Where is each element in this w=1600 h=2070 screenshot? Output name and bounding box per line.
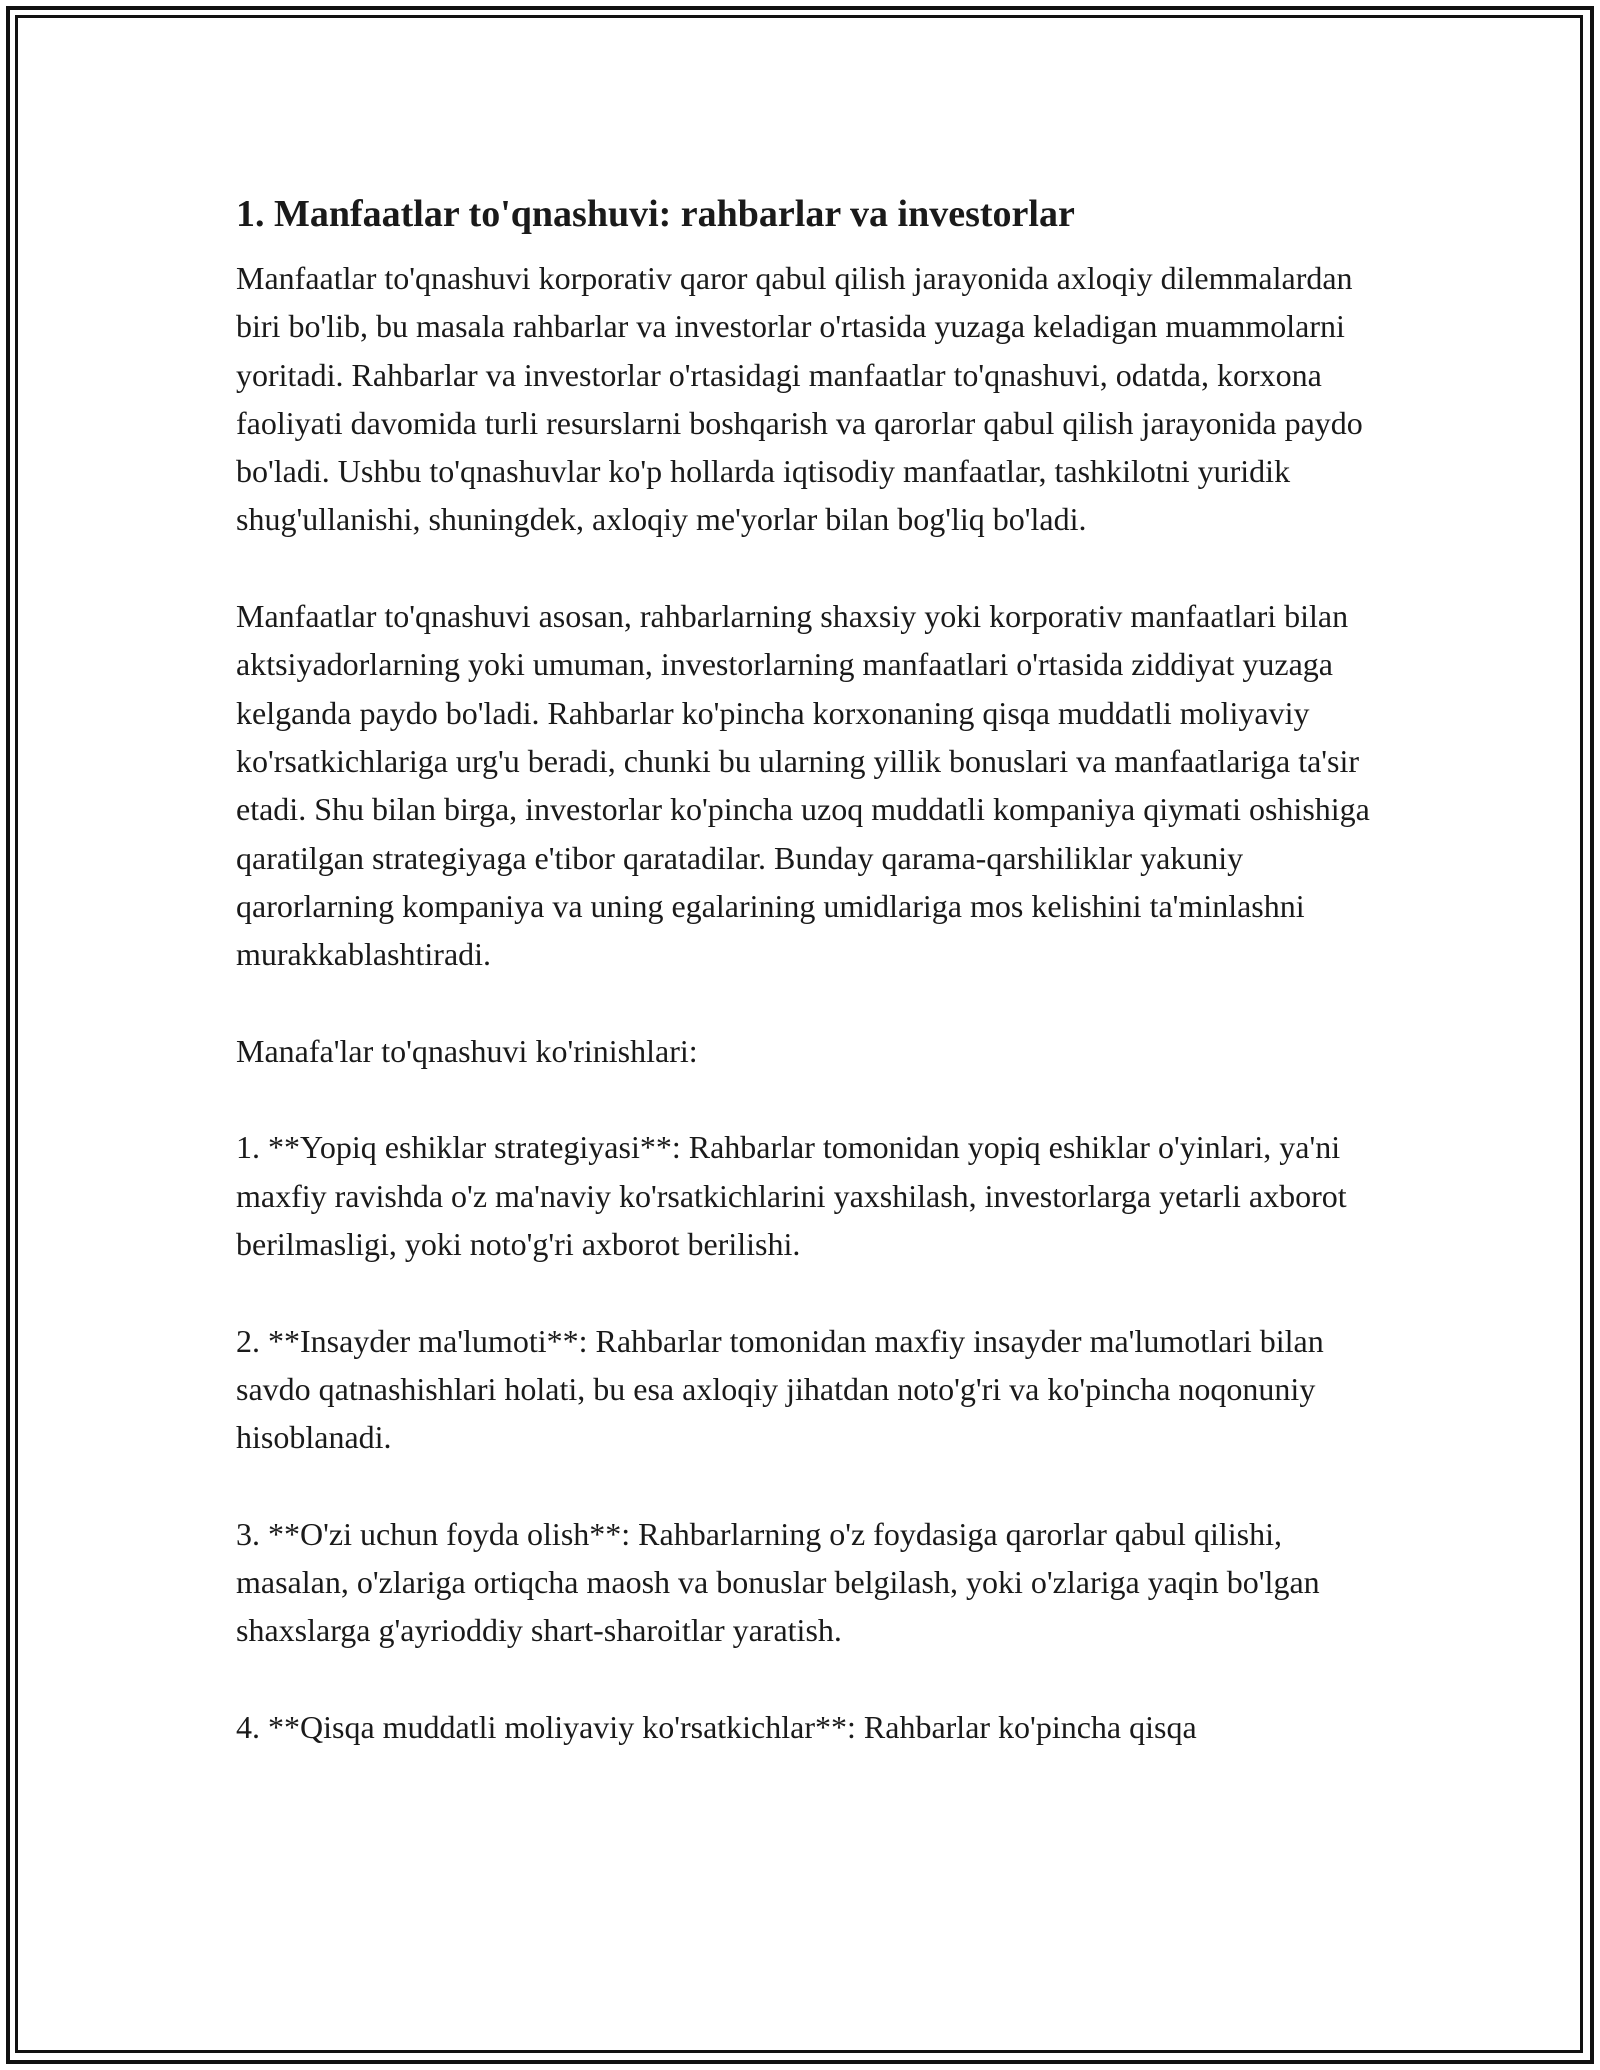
section-heading: 1. Manfaatlar to'qnashuvi: rahbarlar va investorlar — [236, 193, 1075, 235]
list-item-1: 1. **Yopiq eshiklar strategiyasi**: Rahbarlar tomonidan yopiq eshiklar o'yinlari, ya'ni maxfiy ravishda o'z ma'naviy ko'rsatkichlarini yaxshilash, investorlarga yetarli axborot berilmasligi, yoki noto'g'ri axborot berilishi. — [236, 1129, 1347, 1262]
list-item-3: 3. **O'zi uchun foyda olish**: Rahbarlarning o'z foydasiga qarorlar qabul qilishi, masalan, o'zlariga ortiqcha maosh va bonuslar belgilash, yoki o'zlariga yaqin bo'lgan shaxslarga g'ayrioddiy shart-sharoitlar yaratish. — [236, 1515, 1320, 1649]
list-item-2: 2. **Insayder ma'lumoti**: Rahbarlar tomonidan maxfiy insayder ma'lumotlari bilan savdo qatnashishlari holati, bu esa axloqiy jihatdan noto'g'ri va ko'pincha noqonuniy hisoblanadi. — [236, 1322, 1324, 1456]
list-item-4: 4. **Qisqa muddatli moliyaviy ko'rsatkichlar**: Rahbarlar ko'pincha qisqa — [236, 1708, 1197, 1745]
list-heading: Manafa'lar to'qnashuvi ko'rinishlari: — [236, 1032, 698, 1069]
paragraph-intro: Manfaatlar to'qnashuvi korporativ qaror qabul qilish jarayonida axloqiy dilemmalardan biri bo'lib, bu masala rahbarlar va investorlar o'rtasida yuzaga keladigan muammolarni yoritadi. Rahbarlar va investorlar o'rtasidagi manfaatlar to'qnashuvi, odatda, korxona faoliyati davomida turli resurslarni boshqarish va qarorlar qabul qilish jarayonida paydo bo'ladi. Ushbu to'qnashuvlar ko'p hollarda iqtisodiy manfaatlar, tashkilotni yuridik shug'ullanishi, shuningdek, axloqiy me'yorlar bilan bog'liq bo'ladi. — [236, 260, 1363, 538]
paragraph-conflict-details: Manfaatlar to'qnashuvi asosan, rahbarlarning shaxsiy yoki korporativ manfaatlari bilan aktsiyadorlarning yoki umuman, investorlarning manfaatlari o'rtasida ziddiyat yuzaga kelganda paydo bo'ladi. Rahbarlar ko'pincha korxonaning qisqa muddatli moliyaviy ko'rsatkichlariga urg'u beradi, chunki bu ularning yillik bonuslari va manfaatlariga ta'sir etadi. Shu bilan birga, investorlar ko'pincha uzoq muddatli kompaniya qiymati oshishiga qaratilgan strategiyaga e'tibor qaratadilar. Bunday qarama-qarshiliklar yakuniy qarorlarning kompaniya va uning egalarining umidlariga mos kelishini ta'minlashni murakkablashtiradi. — [236, 598, 1370, 973]
document-body — [236, 188, 1376, 1800]
